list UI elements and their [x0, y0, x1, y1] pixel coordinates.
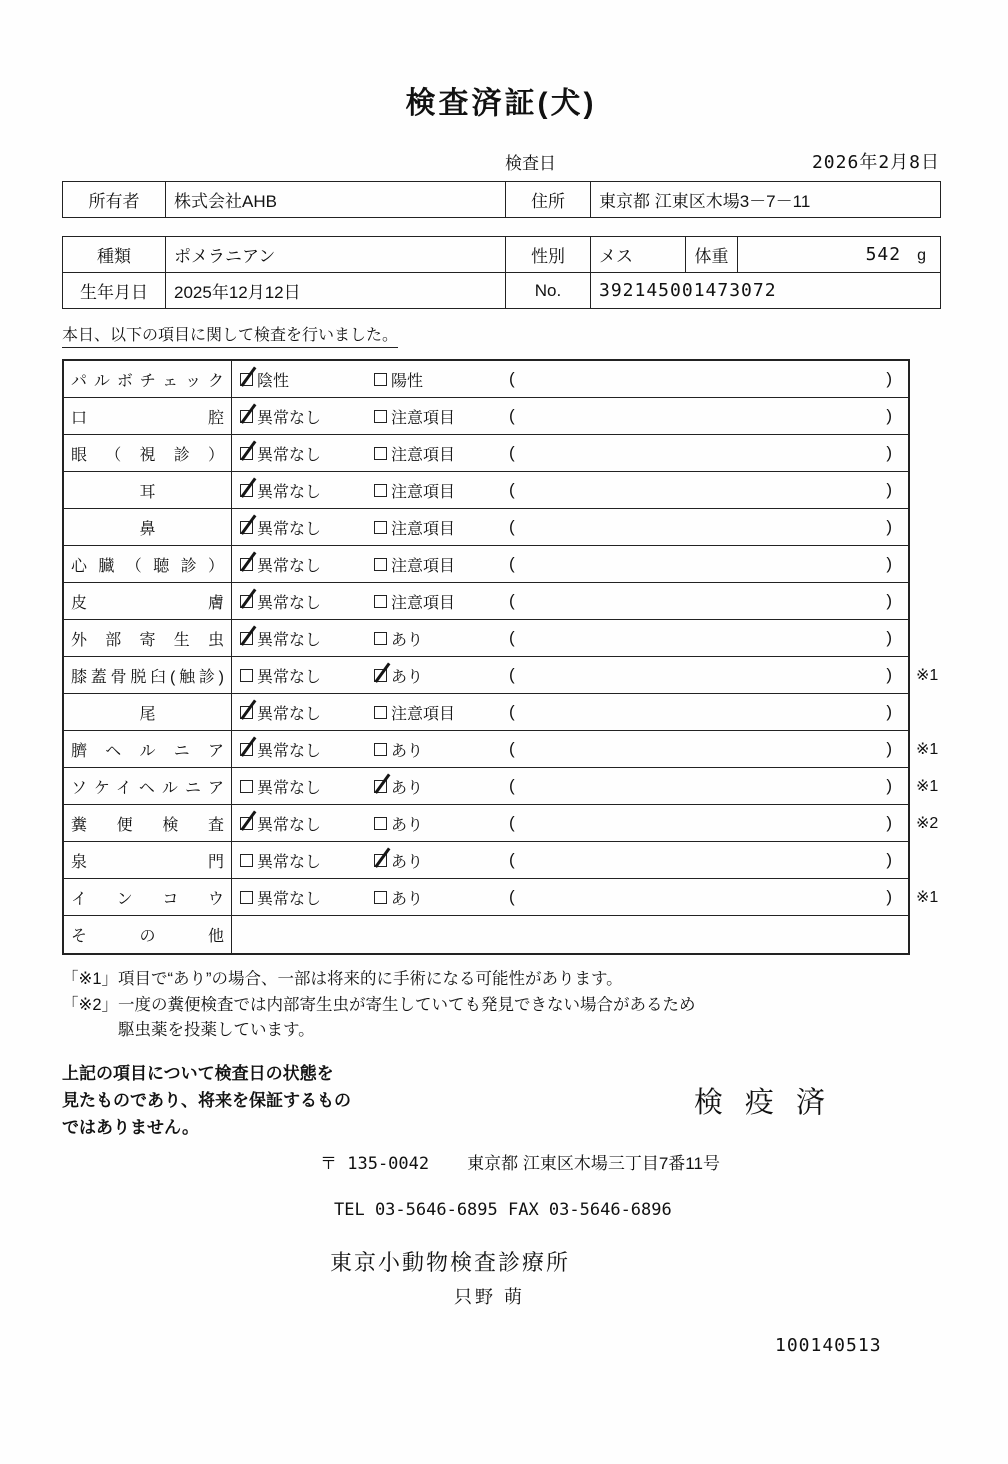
checkbox-option1: [240, 484, 253, 497]
quarantine-stamp: 検 疫 済: [693, 1086, 832, 1119]
checklist-item-label: 心 臓 （ 聴 診 ）: [71, 557, 224, 575]
footnote-marker: ※1: [916, 889, 939, 906]
checklist-item-label: そ の 他: [71, 928, 224, 945]
option1-label: 異常なし: [257, 409, 322, 427]
checklist-item-label: 眼 （ 視 診 ）: [71, 446, 224, 464]
checklist-options: [232, 583, 908, 619]
paren-open-icon: (: [509, 480, 515, 499]
owner-address-label: 住所: [506, 182, 591, 218]
remarks-parentheses: [509, 813, 908, 833]
owner-address-value: 東京都 江東区木場3－7－11: [591, 182, 941, 218]
remarks-parentheses: [509, 406, 908, 426]
remarks-parentheses: [509, 369, 908, 389]
checklist-item-label-cell: [64, 694, 232, 730]
checkbox-option1: [240, 891, 253, 904]
checklist-item-label-cell: [64, 620, 232, 656]
checklist-row: [64, 916, 908, 953]
checkbox-option1: [240, 854, 253, 867]
paren-open-icon: (: [509, 443, 515, 462]
footnote-marker: ※1: [916, 778, 939, 795]
paren-close-icon: ): [886, 591, 892, 610]
checklist-item-label: 糞 便 検 査: [71, 816, 224, 834]
paren-close-icon: ): [886, 480, 892, 499]
checklist-item-label: 臍 ヘ ル ニ ア: [71, 742, 224, 760]
remarks-parentheses: [509, 554, 908, 574]
option2-label: あり: [391, 631, 424, 649]
option-2: [374, 664, 509, 687]
paren-open-icon: (: [509, 554, 515, 573]
footnote-1: 「※1」項目で“あり”の場合、一部は将来的に手術になる可能性があります。: [62, 970, 623, 988]
paren-close-icon: ): [886, 628, 892, 647]
checkbox-option1: [240, 669, 253, 682]
paren-open-icon: (: [509, 887, 515, 906]
paren-close-icon: ): [886, 850, 892, 869]
option1-label: 異常なし: [257, 705, 322, 723]
checkbox-option1: [240, 817, 253, 830]
disclaimer-line1: 上記の項目について検査日の状態を: [62, 1063, 334, 1083]
clinic-address: 東京都 江東区木場三丁目7番11号: [467, 1154, 720, 1174]
option2-label: 注意項目: [391, 483, 456, 501]
checklist-row: [64, 731, 939, 768]
checklist-options: [232, 620, 908, 656]
remarks-parentheses: [509, 591, 908, 611]
tel-fax-line: TEL 03-5646-6895 FAX 03-5646-6896: [334, 1200, 672, 1221]
weight-label: 体重: [686, 237, 738, 273]
owner-label: 所有者: [63, 182, 166, 218]
checklist-options: [232, 768, 908, 804]
checkbox-option2: [374, 521, 387, 534]
checkbox-option2: [374, 854, 387, 867]
option2-label: 注意項目: [391, 446, 456, 464]
checklist-options: [232, 546, 908, 582]
checkbox-option2: [374, 447, 387, 460]
checkbox-option1: [240, 447, 253, 460]
option-2: [374, 405, 509, 428]
checkbox-option1: [240, 743, 253, 756]
checklist-item-label: パルボチェック: [71, 372, 224, 390]
checklist-options: [232, 731, 908, 767]
paren-close-icon: ): [886, 702, 892, 721]
remarks-parentheses: [509, 739, 908, 759]
option-1: [240, 405, 374, 428]
checklist-options: [232, 916, 908, 953]
option1-label: 異常なし: [257, 668, 322, 686]
option2-label: あり: [391, 742, 424, 760]
checklist-row: [64, 435, 908, 472]
checklist-row: [64, 620, 908, 657]
option-2: [374, 812, 509, 835]
option-1: [240, 627, 374, 650]
checklist-item-label: ソケイヘルニア: [71, 779, 224, 797]
option1-label: 異常なし: [257, 890, 322, 908]
checkbox-option2: [374, 743, 387, 756]
checklist-item-label-cell: [64, 768, 232, 804]
checkbox-option2: [374, 780, 387, 793]
option-1: [240, 590, 374, 613]
option2-label: あり: [391, 668, 424, 686]
option2-label: あり: [391, 816, 424, 834]
option1-label: 異常なし: [257, 742, 322, 760]
remarks-parentheses: [509, 480, 908, 500]
option1-label: 異常なし: [257, 557, 322, 575]
option2-label: 陽性: [391, 372, 424, 390]
option-2: [374, 368, 509, 391]
paren-close-icon: ): [886, 739, 892, 758]
remarks-parentheses: [509, 887, 908, 907]
option-2: [374, 849, 509, 872]
checklist-options: [232, 472, 908, 508]
checkbox-option2: [374, 558, 387, 571]
option-1: [240, 442, 374, 465]
checkbox-option1: [240, 632, 253, 645]
option-2: [374, 553, 509, 576]
paren-close-icon: ): [886, 443, 892, 462]
paren-close-icon: ): [886, 554, 892, 573]
paren-open-icon: (: [509, 813, 515, 832]
remarks-parentheses: [509, 776, 908, 796]
checklist-item-label: イ ン コ ウ: [71, 890, 224, 908]
remarks-parentheses: [509, 628, 908, 648]
option1-label: 異常なし: [257, 483, 322, 501]
checklist-item-label-cell: [64, 805, 232, 841]
remarks-parentheses: [509, 665, 908, 685]
disclaimer-text: [62, 1060, 351, 1142]
paren-close-icon: ): [886, 776, 892, 795]
disclaimer-line2: 見たものであり、将来を保証するもの: [62, 1090, 351, 1110]
weight-unit: g: [917, 247, 926, 264]
checkbox-option1: [240, 706, 253, 719]
checklist-row: [64, 583, 908, 620]
checkbox-option1: [240, 780, 253, 793]
checklist-item-label-cell: [64, 398, 232, 434]
option-2: [374, 738, 509, 761]
checklist-item-label: 尾: [139, 705, 156, 723]
checklist-row: [64, 472, 908, 509]
footnote-2-line2: 駆虫薬を投薬しています。: [118, 1021, 315, 1040]
option1-label: 異常なし: [257, 594, 322, 612]
checklist-options: [232, 879, 908, 915]
paren-open-icon: (: [509, 776, 515, 795]
checkbox-option2: [374, 410, 387, 423]
option2-label: 注意項目: [391, 705, 456, 723]
checklist-table: [62, 359, 939, 955]
option2-label: 注意項目: [391, 594, 456, 612]
paren-open-icon: (: [509, 665, 515, 684]
checklist-row: [64, 398, 908, 435]
option-1: [240, 738, 374, 761]
footnote-marker: ※1: [916, 741, 939, 758]
checkbox-option2: [374, 669, 387, 682]
option-1: [240, 664, 374, 687]
paren-close-icon: ): [886, 887, 892, 906]
owner-row: [63, 182, 941, 218]
option1-label: 異常なし: [257, 631, 322, 649]
option-1: [240, 849, 374, 872]
checklist-item-label-cell: [64, 842, 232, 878]
sex-label: 性別: [506, 237, 591, 273]
paren-open-icon: (: [509, 406, 515, 425]
serial-number: 100140513: [775, 1335, 882, 1357]
checkbox-option2: [374, 373, 387, 386]
paren-close-icon: ): [886, 369, 892, 388]
remarks-parentheses: [509, 443, 908, 463]
remarks-parentheses: [509, 850, 908, 870]
disclaimer-line3: ではありません。: [62, 1118, 200, 1138]
owner-value: 株式会社AHB: [166, 182, 506, 218]
option1-label: 異常なし: [257, 446, 322, 464]
pet-row-2: [63, 273, 941, 309]
checklist-row: [64, 546, 908, 583]
paren-open-icon: (: [509, 517, 515, 536]
option1-label: 異常なし: [257, 816, 322, 834]
option1-label: 陰性: [257, 372, 290, 390]
birthdate-label: 生年月日: [63, 273, 166, 309]
paren-open-icon: (: [509, 591, 515, 610]
checklist-item-label: 耳: [139, 483, 156, 501]
checklist-item-label-cell: [64, 509, 232, 545]
breed-value: ポメラニアン: [166, 237, 506, 273]
option1-label: 異常なし: [257, 779, 322, 797]
checkbox-option1: [240, 595, 253, 608]
option-2: [374, 886, 509, 909]
checkbox-option2: [374, 817, 387, 830]
paren-open-icon: (: [509, 702, 515, 721]
option1-label: 異常なし: [257, 520, 322, 538]
inspection-date-value: 2026年2月8日: [811, 152, 940, 173]
intro-text: 本日、以下の項目に関して検査を行いました。: [62, 322, 398, 348]
option2-label: あり: [391, 853, 424, 871]
number-label: No.: [506, 273, 591, 309]
option-2: [374, 701, 509, 724]
checkbox-option2: [374, 891, 387, 904]
option2-label: 注意項目: [391, 409, 456, 427]
checklist-item-label-cell: [64, 916, 232, 953]
checklist-item-label: 外 部 寄 生 虫: [71, 631, 224, 649]
remarks-parentheses: [509, 517, 908, 537]
checklist-item-label: 鼻: [139, 520, 156, 538]
birthdate-value: 2025年12月12日: [166, 273, 506, 309]
checkbox-option2: [374, 706, 387, 719]
option-1: [240, 553, 374, 576]
checklist-item-label: 膝蓋骨脱臼(触診): [71, 668, 224, 686]
checkbox-option2: [374, 595, 387, 608]
paren-open-icon: (: [509, 850, 515, 869]
option-2: [374, 516, 509, 539]
checklist-row: [64, 768, 939, 805]
clinic-address-line: [320, 1149, 940, 1174]
checklist-item-label-cell: [64, 472, 232, 508]
checkbox-option1: [240, 558, 253, 571]
checklist-options: [232, 805, 908, 841]
footnotes-section: [62, 967, 940, 1044]
option-2: [374, 442, 509, 465]
weight-value: [738, 237, 941, 273]
checklist-row: [64, 694, 908, 731]
option-1: [240, 812, 374, 835]
checklist-options: [232, 842, 908, 878]
option-1: [240, 886, 374, 909]
checklist-row: [64, 509, 908, 546]
checklist-item-label: 皮 膚: [71, 594, 224, 612]
checkbox-option1: [240, 521, 253, 534]
number-value: 392145001473072: [591, 273, 941, 309]
checklist-row: [64, 657, 939, 694]
checklist-item-label-cell: [64, 731, 232, 767]
option-2: [374, 775, 509, 798]
checklist-options: [232, 361, 908, 397]
paren-close-icon: ): [886, 813, 892, 832]
option-1: [240, 775, 374, 798]
footnote-marker: ※1: [916, 667, 939, 684]
option-2: [374, 479, 509, 502]
checklist-options: [232, 657, 908, 693]
checklist-item-label-cell: [64, 546, 232, 582]
checklist-options: [232, 694, 908, 730]
footnote-marker: ※2: [916, 815, 939, 832]
checklist-row: [64, 879, 939, 916]
option2-label: 注意項目: [391, 520, 456, 538]
inspection-date-row: [62, 148, 940, 174]
sex-value: メス: [591, 237, 686, 273]
checklist-item-label-cell: [64, 361, 232, 397]
option2-label: 注意項目: [391, 557, 456, 575]
option-2: [374, 627, 509, 650]
checklist-options: [232, 435, 908, 471]
checklist-item-label-cell: [64, 657, 232, 693]
paren-open-icon: (: [509, 628, 515, 647]
option-1: [240, 701, 374, 724]
pet-row-1: [63, 237, 941, 273]
page-title: 検査済証(犬): [405, 87, 597, 120]
checklist-item-label: 口 腔: [71, 409, 224, 427]
owner-table: [62, 181, 941, 218]
checklist-row: [64, 361, 908, 398]
checklist-row: [64, 805, 939, 842]
weight-number: 542: [865, 244, 902, 265]
option1-label: 異常なし: [257, 853, 322, 871]
checkbox-option2: [374, 632, 387, 645]
checklist-item-label: 泉 門: [71, 853, 224, 871]
breed-label: 種類: [63, 237, 166, 273]
examiner-name: 只野 萌: [454, 1287, 526, 1308]
inspection-date-label: 検査日: [505, 154, 556, 173]
checklist-item-label-cell: [64, 583, 232, 619]
option-2: [374, 590, 509, 613]
paren-open-icon: (: [509, 369, 515, 388]
pet-table: [62, 236, 941, 309]
option-1: [240, 516, 374, 539]
disclaimer-row: [62, 1060, 940, 1142]
clinic-name: 東京小動物検査診療所: [330, 1250, 571, 1276]
postal-code: 〒 135-0042: [320, 1154, 430, 1175]
checkbox-option2: [374, 484, 387, 497]
option-1: [240, 368, 374, 391]
footnote-2-line1: 「※2」一度の糞便検査では内部寄生虫が寄生していても発見できない場合があるため: [62, 995, 696, 1014]
paren-close-icon: ): [886, 517, 892, 536]
option2-label: あり: [391, 779, 424, 797]
checklist-row: [64, 842, 908, 879]
checkbox-option1: [240, 373, 253, 386]
checklist-item-label-cell: [64, 435, 232, 471]
option-1: [240, 479, 374, 502]
paren-close-icon: ): [886, 406, 892, 425]
checklist-options: [232, 509, 908, 545]
checkbox-option1: [240, 410, 253, 423]
paren-open-icon: (: [509, 739, 515, 758]
paren-close-icon: ): [886, 665, 892, 684]
checklist-options: [232, 398, 908, 434]
checklist-item-label-cell: [64, 879, 232, 915]
remarks-parentheses: [509, 702, 908, 722]
option2-label: あり: [391, 890, 424, 908]
